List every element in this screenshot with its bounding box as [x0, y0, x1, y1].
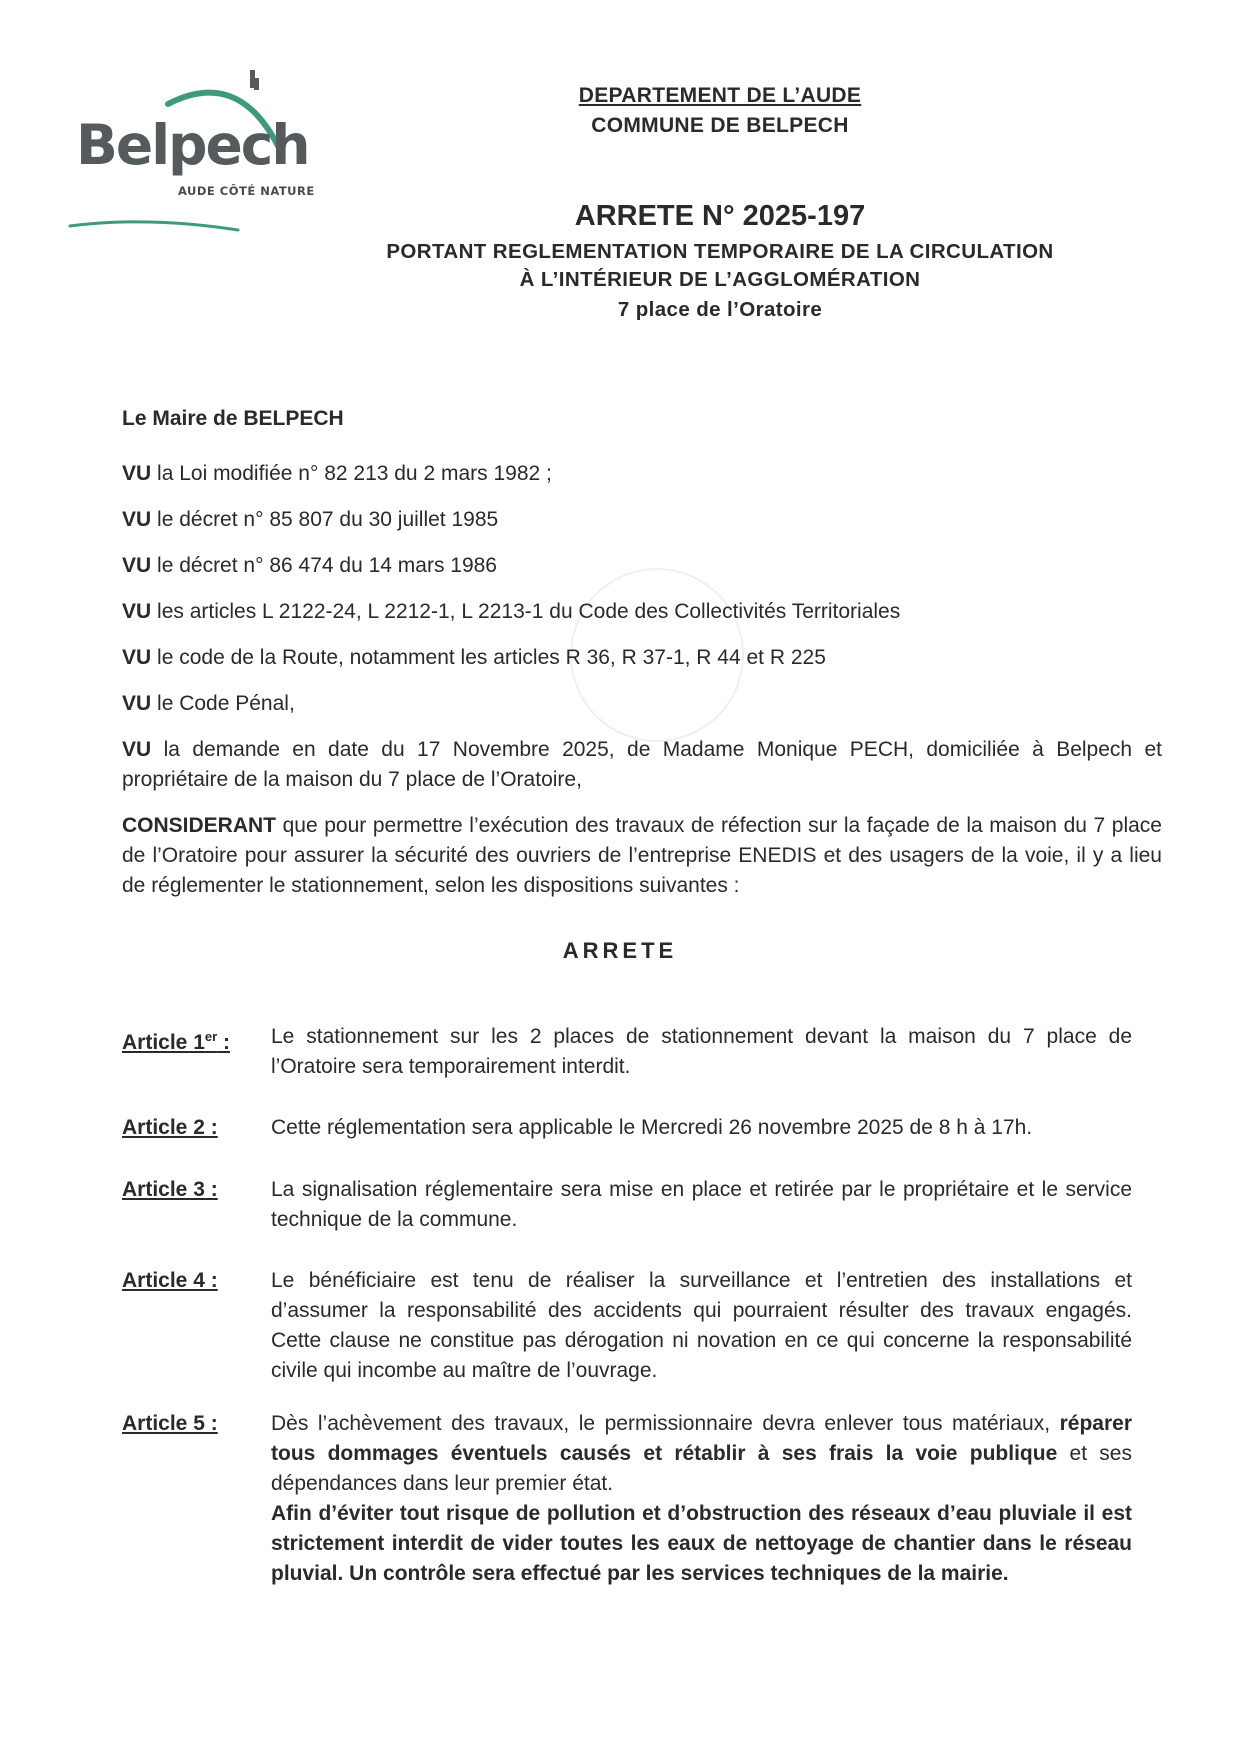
vu-item: VU le Code Pénal, — [122, 692, 295, 715]
article-4-label: Article 4 : — [122, 1269, 218, 1292]
article-5-text: Dès l’achèvement des travaux, le permissionnaire devra enlever tous matériaux, réparer tous dommages éventuels causés et rétablir à ses frais la voie publique et ses dépendances dans leur premier état. Afin d’éviter tout risque de pollution et d’obstruction des réseaux d’eau pluviale il est strictement interdit de vider toutes les eaux de nettoyage de chantier dans le réseau pluvial. Un contrôle sera effectué par les services techniques de la mairie. — [271, 1412, 1132, 1585]
department-title: DEPARTEMENT DE L’AUDE — [578, 84, 862, 107]
vu-item: VU la Loi modifiée n° 82 213 du 2 mars 1982 ; — [122, 462, 552, 485]
arrete-heading: ARRETE — [562, 938, 678, 963]
vu-item: VU les articles L 2122-24, L 2212-1, L 2213-1 du Code des Collectivités Territoriales — [122, 600, 901, 623]
logo-name: Belpech — [76, 113, 309, 177]
arrete-number: ARRETE N° 2025-197 — [574, 200, 866, 232]
subtitle-line-2: À L’INTÉRIEUR DE L’AGGLOMÉRATION — [519, 268, 921, 291]
article-4-text: Le bénéficiaire est tenu de réaliser la surveillance et l’entretien des installations et d’assumer la responsabilité des accidents qui pourraient résulter des travaux engagés. Cette clause ne constitue pas dérogation ni novation en ce qui concerne la responsabilité civile qui incombe au maître de l’ouvrage. — [271, 1269, 1132, 1382]
vu-item: VU la demande en date du 17 Novembre 2025, de Madame Monique PECH, domiciliée à Belpech et propriétaire de la maison du 7 place de l’Oratoire, — [122, 738, 1163, 791]
article-3-label: Article 3 : — [122, 1178, 218, 1201]
article-1-text: Le stationnement sur les 2 places de stationnement devant la maison du 7 place de l’Oratoire sera temporairement interdit. — [271, 1025, 1132, 1078]
subtitle-line-3: 7 place de l’Oratoire — [617, 298, 823, 321]
logo-tagline: AUDE CÔTÉ NATURE — [178, 184, 315, 198]
mayor-heading: Le Maire de BELPECH — [122, 407, 344, 430]
subtitle-line-1: PORTANT REGLEMENTATION TEMPORAIRE DE LA CIRCULATION — [386, 240, 1054, 263]
article-5-label: Article 5 : — [122, 1412, 218, 1435]
considerant-paragraph: CONSIDERANT que pour permettre l’exécution des travaux de réfection sur la façade de la maison du 7 place de l’Oratoire pour assurer la sécurité des ouvriers de l’entreprise ENEDIS et des usagers de la voie, il y a lieu de réglementer le stationnement, selon les dispositions suivantes : — [122, 814, 1162, 897]
vu-item: VU le code de la Route, notamment les articles R 36, R 37-1, R 44 et R 225 — [122, 646, 826, 669]
commune-title: COMMUNE DE BELPECH — [591, 114, 849, 137]
vu-item: VU le décret n° 85 807 du 30 juillet 1985 — [122, 508, 499, 531]
article-2-label: Article 2 : — [122, 1116, 218, 1139]
article-2-text: Cette réglementation sera applicable le Mercredi 26 novembre 2025 de 8 h à 17h. — [271, 1116, 1033, 1139]
article-3-text: La signalisation réglementaire sera mise en place et retirée par le propriétaire et le service technique de la commune. — [271, 1178, 1132, 1231]
article-1-label: Article 1er : — [122, 1029, 230, 1054]
vu-item: VU le décret n° 86 474 du 14 mars 1986 — [122, 554, 497, 577]
